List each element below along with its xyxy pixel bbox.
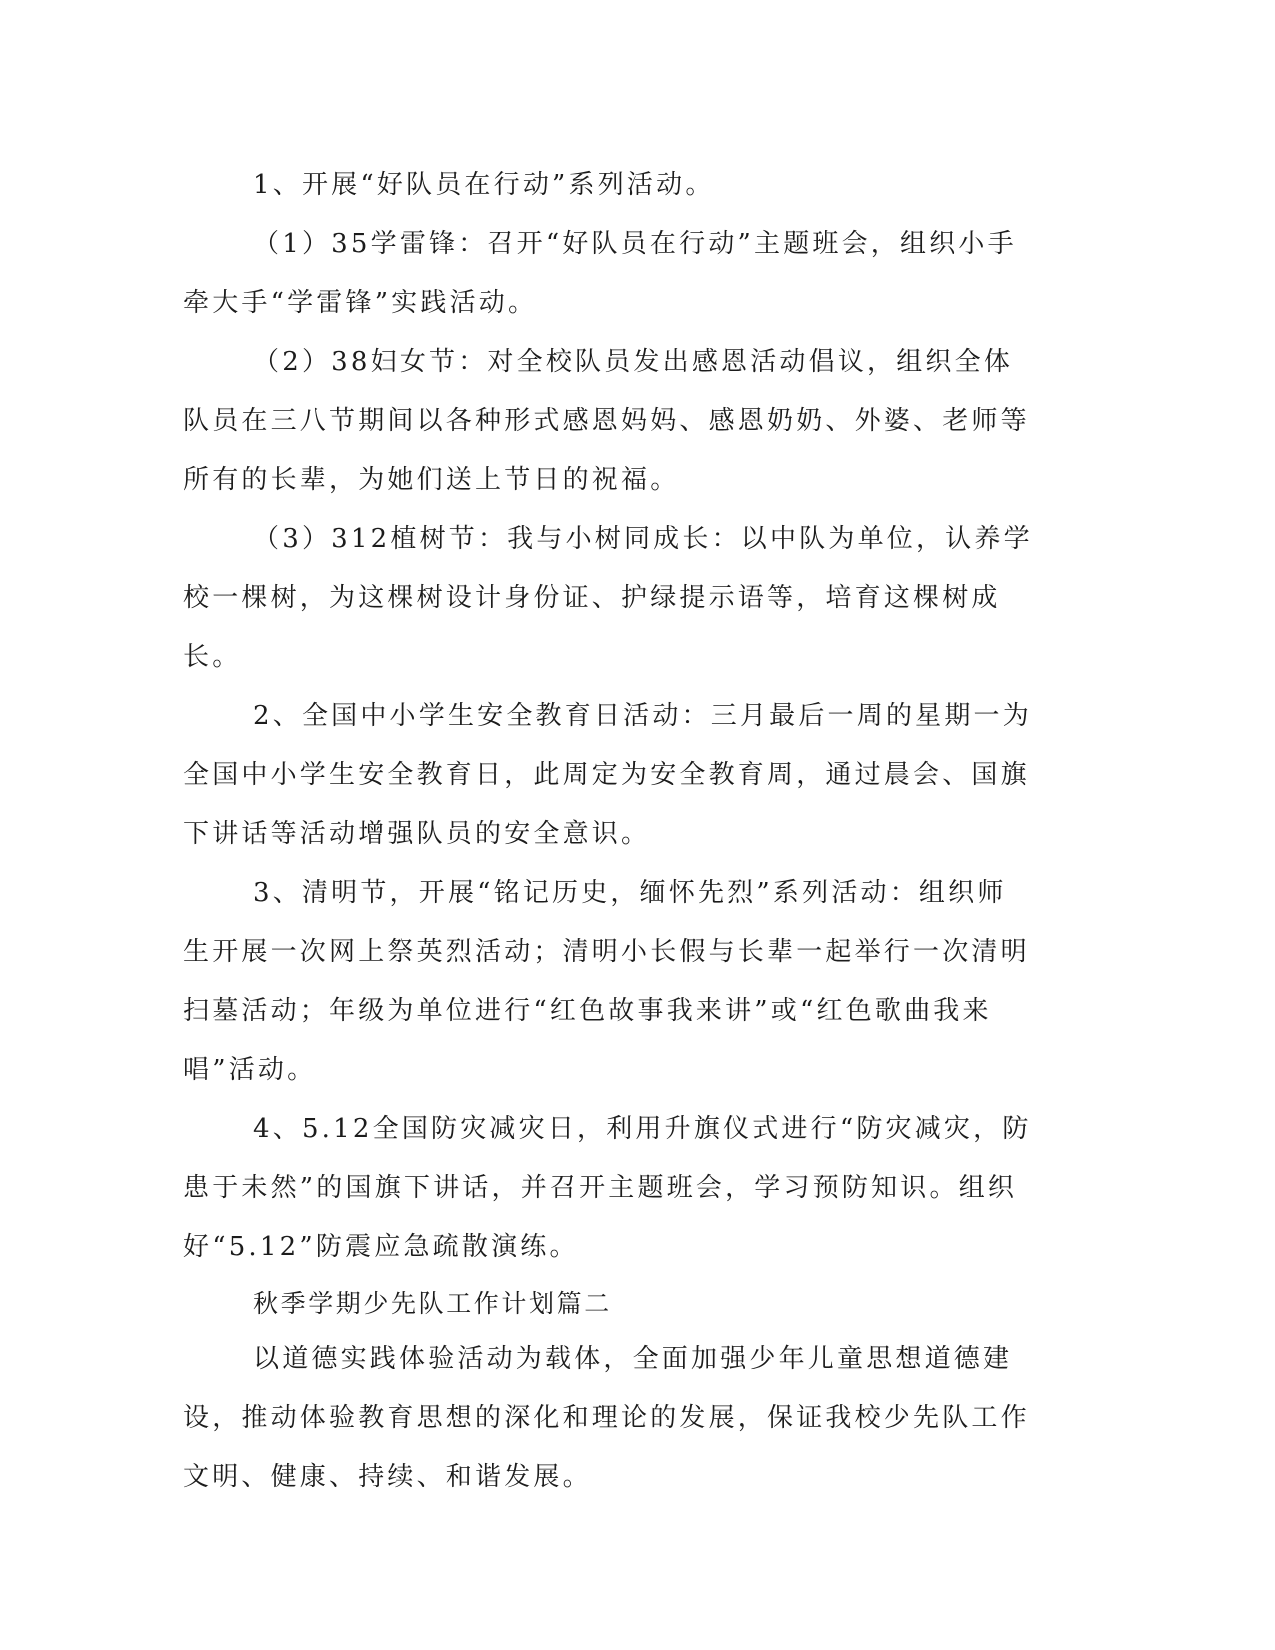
paragraph-activity-1: 1、开展“好队员在行动”系列活动。 [253,170,715,200]
paragraph-womens-day: （2）38妇女节：对全校队员发出感恩活动倡议，组织全体队员在三八节期间以各种形式感恩妈妈、感恩奶奶、外婆、老师等所有的长辈，为她们送上节日的祝福。 [183,347,1030,495]
paragraph-disaster-prevention-day: 4、5.12全国防灾减灾日，利用升旗仪式进行“防灾减灾，防患于未然”的国旗下讲话，并召开主题班会，学习预防知识。组织好“5.12”防震应急疏散演练。 [183,1114,1032,1262]
paragraph-arbor-day: （3）312植树节：我与小树同成长：以中队为单位，认养学校一棵树，为这棵树设计身份证、护绿提示语等，培育这棵树成长。 [183,524,1033,672]
paragraph-learn-from-lei-feng: （1）35学雷锋：召开“好队员在行动”主题班会，组织小手牵大手“学雷锋”实践活动。 [183,229,1017,318]
paragraph-qingming-festival: 3、清明节，开展“铭记历史，缅怀先烈”系列活动：组织师生开展一次网上祭英烈活动；清明小长假与长辈一起举行一次清明扫墓活动；年级为单位进行“红色故事我来讲”或“红色歌曲我来唱”活动。 [183,878,1030,1085]
paragraph-closing: 以道德实践体验活动为载体，全面加强少年儿童思想道德建设，推动体验教育思想的深化和理论的发展，保证我校少先队工作文明、健康、持续、和谐发展。 [183,1344,1030,1492]
document-body [183,156,1033,1507]
paragraph-safety-education-day: 2、全国中小学生安全教育日活动：三月最后一周的星期一为全国中小学生安全教育日，此周定为安全教育周，通过晨会、国旗下讲话等活动增强队员的安全意识。 [183,701,1032,849]
section-heading: 秋季学期少先队工作计划篇二 [253,1289,612,1318]
